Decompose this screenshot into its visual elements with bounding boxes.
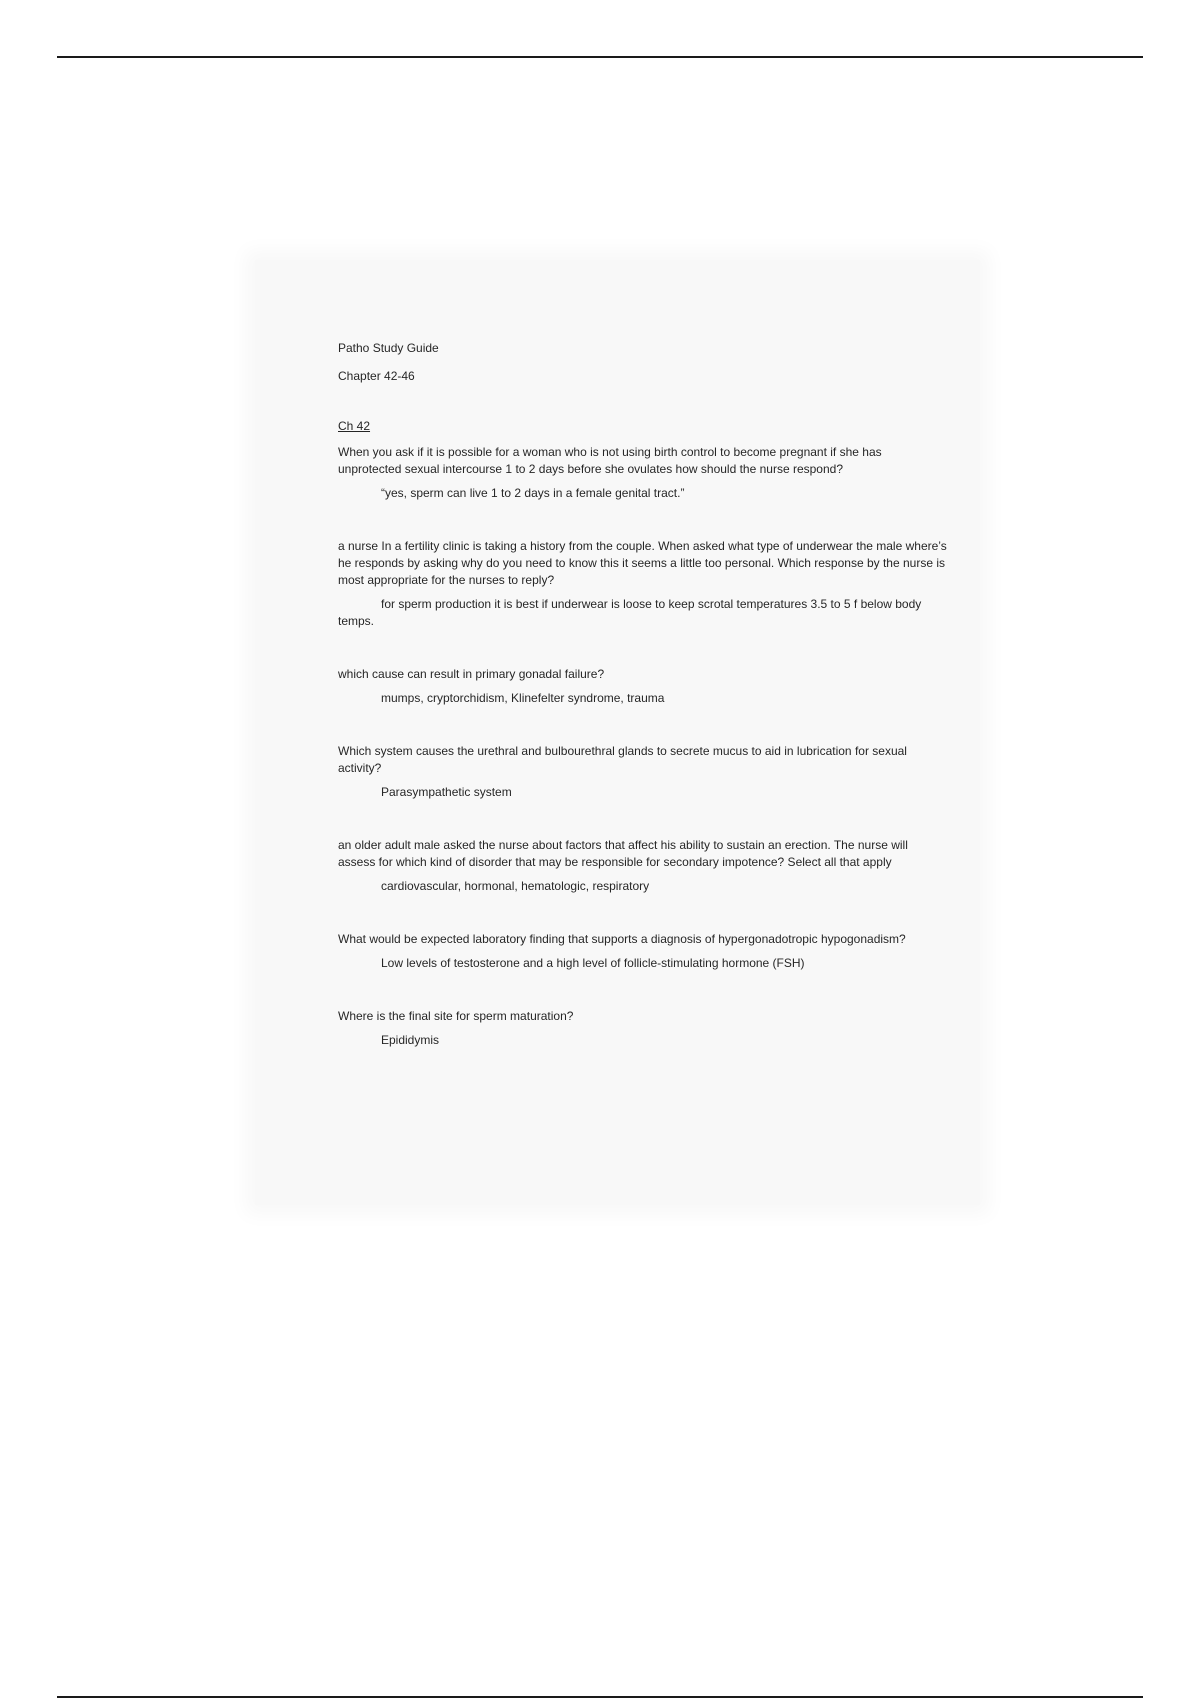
answer-text: mumps, cryptorchidism, Klinefelter syndrome, trauma — [381, 691, 665, 705]
answer-text: Parasympathetic system — [381, 785, 512, 799]
answer-text: Low levels of testosterone and a high level of follicle-stimulating hormone (FSH) — [381, 956, 805, 970]
answer-text: cardiovascular, hormonal, hematologic, respiratory — [381, 879, 650, 893]
question-text: a nurse In a fertility clinic is taking a history from the couple. When asked what type of underwear the male where’s he responds by asking why do you need to know this it seems a little too personal. Which response by the nurse is most appropriate for the nurses to reply? — [338, 539, 947, 587]
question-text: which cause can result in primary gonadal failure? — [338, 667, 605, 681]
question-text: an older adult male asked the nurse about factors that affect his ability to sustain an erection. The nurse will assess for which kind of disorder that may be responsible for secondary impotence? Select all that apply — [338, 838, 908, 869]
chapter-heading: Ch 42 — [338, 419, 371, 433]
document-subtitle: Chapter 42-46 — [338, 369, 415, 383]
qa-item — [338, 666, 948, 707]
answer-text: for sperm production it is best if underwear is loose to keep scrotal temperatures 3.5 to 5 f below body temps. — [338, 597, 922, 628]
qa-item — [338, 931, 948, 972]
study-guide-content — [338, 340, 948, 1085]
question-text: When you ask if it is possible for a woman who is not using birth control to become pregnant if she has unprotected sexual intercourse 1 to 2 days before she ovulates how should the nurse respond? — [338, 445, 882, 476]
qa-item — [338, 538, 948, 630]
bottom-divider — [57, 1696, 1143, 1698]
answer-text: Epididymis — [381, 1033, 440, 1047]
top-divider — [57, 56, 1143, 58]
qa-item — [338, 1008, 948, 1049]
answer-text: “yes, sperm can live 1 to 2 days in a female genital tract.” — [381, 486, 685, 500]
qa-item — [338, 444, 948, 502]
question-text: What would be expected laboratory finding that supports a diagnosis of hypergonadotropic hypogonadism? — [338, 932, 906, 946]
qa-item — [338, 837, 948, 895]
question-text: Where is the final site for sperm maturation? — [338, 1009, 574, 1023]
document-title: Patho Study Guide — [338, 341, 439, 355]
question-text: Which system causes the urethral and bulbourethral glands to secrete mucus to aid in lubrication for sexual activity? — [338, 744, 907, 775]
qa-item — [338, 743, 948, 801]
